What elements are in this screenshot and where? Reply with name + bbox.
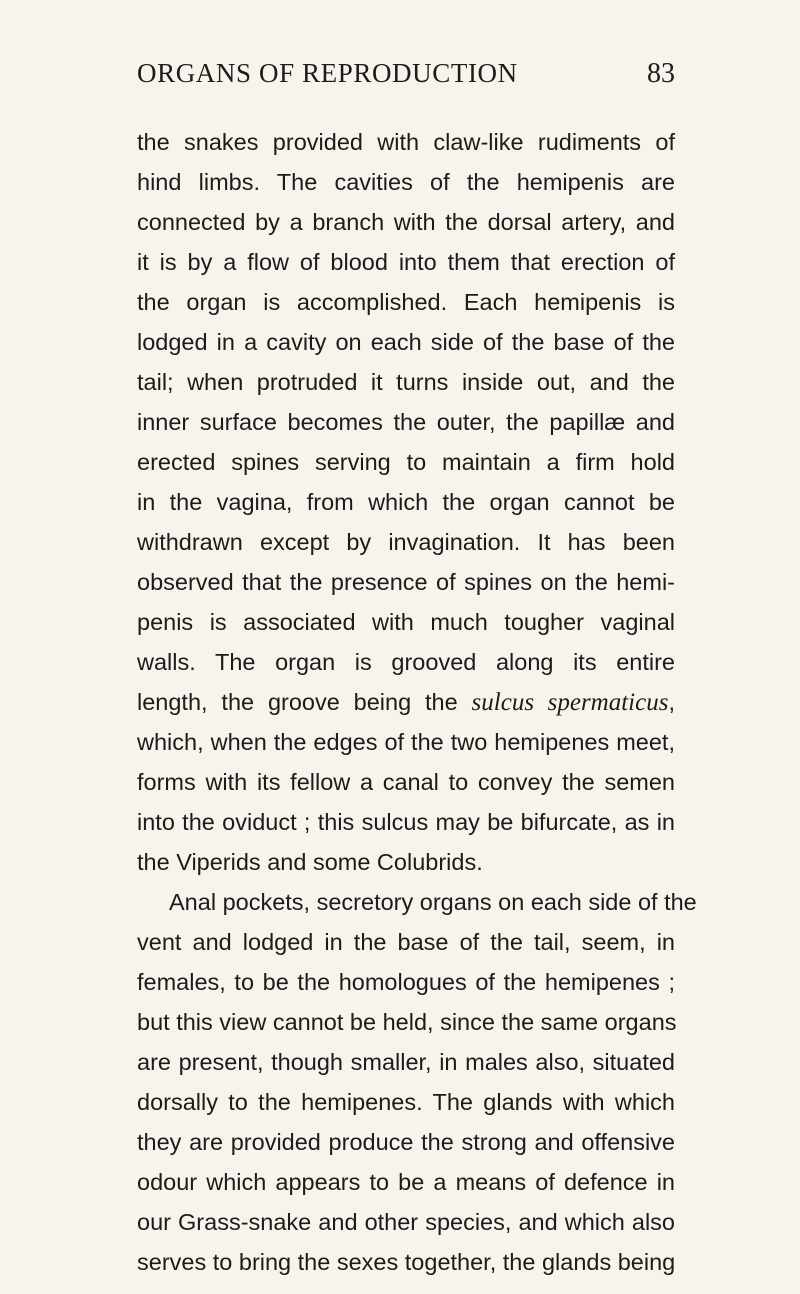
text-line: in the vagina, from which the organ cannot be [137,489,675,515]
text-line [137,682,675,722]
page-number: 83 [647,58,675,89]
text-line: serves to bring the sexes together, the glands being [137,1249,676,1275]
text-line: dorsally to the hemipenes. The glands with which [137,1089,675,1115]
text-run: , [668,689,675,715]
italic-term: sulcus spermaticus [471,689,669,716]
text-line: observed that the presence of spines on the hemi- [137,569,675,595]
text-line: our Grass-snake and other species, and which also [137,1209,675,1235]
text-line: connected by a branch with the dorsal artery, and [137,209,675,235]
text-line: inner surface becomes the outer, the papillæ and [137,409,675,435]
text-line: penis is associated with much tougher vaginal [137,609,675,635]
text-line: vent and lodged in the base of the tail, seem, in [137,929,675,955]
text-line: lodged in a cavity on each side of the base of the [137,329,675,355]
text-line: erected spines serving to maintain a firm hold [137,449,675,475]
text-line: females, to be the homologues of the hemipenes ; [137,969,675,995]
text-line: they are provided produce the strong and offensive [137,1129,675,1155]
text-line: withdrawn except by invagination. It has been [137,529,675,555]
text-line: odour which appears to be a means of defence in [137,1169,675,1195]
text-line: tail; when protruded it turns inside out, and the [137,369,675,395]
text-line: forms with its fellow a canal to convey the semen [137,769,675,795]
paragraph-first-line: Anal pockets, secretory organs on each side of the [169,889,697,915]
text-line: the organ is accomplished. Each hemipenis is [137,289,675,315]
text-line: hind limbs. The cavities of the hemipenis are [137,169,675,195]
text-line: which, when the edges of the two hemipenes meet, [137,729,675,755]
running-title: ORGANS OF REPRODUCTION [137,58,518,88]
text-line: but this view cannot be held, since the same organs [137,1009,677,1035]
text-line: the snakes provided with claw-like rudiments of [137,129,675,155]
body-text [137,122,697,1282]
text-line: walls. The organ is grooved along its entire [137,649,675,675]
text-line: it is by a flow of blood into them that erection of [137,249,675,275]
text-run: length, the groove being the [137,689,472,715]
text-line: into the oviduct ; this sulcus may be bifurcate, as in [137,809,675,835]
running-head [137,58,675,98]
text-line: are present, though smaller, in males also, situated [137,1049,675,1075]
text-line: the Viperids and some Colubrids. [137,849,483,875]
